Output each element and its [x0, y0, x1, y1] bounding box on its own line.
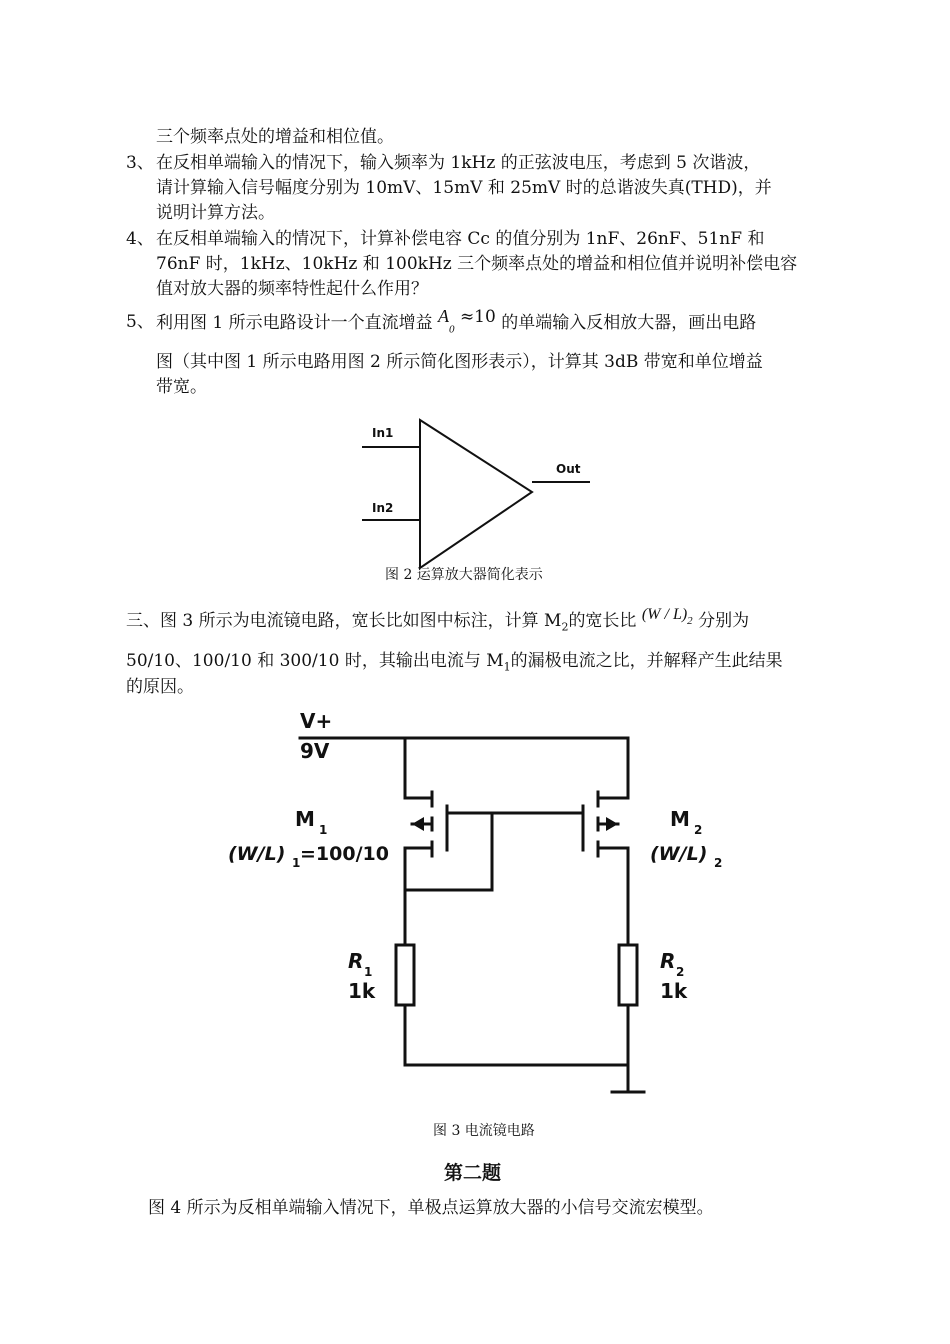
q5-line-1-post: 的单端输入反相放大器，画出电路 [501, 313, 757, 333]
out-label: Out [556, 462, 581, 476]
m1-arrow [412, 817, 424, 831]
opamp-triangle [420, 420, 532, 568]
section3-line-2 [126, 650, 783, 678]
m1-subscript: 1 [503, 660, 511, 674]
q3-line-3: 说明计算方法。 [156, 203, 275, 223]
q5-number: 5、 [126, 312, 154, 332]
m1-label: M [295, 807, 315, 831]
in1-label: In1 [372, 426, 394, 440]
m1-wl-subscript: 1 [292, 856, 301, 870]
r2-subscript-label: 2 [676, 965, 685, 979]
m1-wl-label: (W/L) [228, 843, 286, 865]
section3-line-3: 的原因。 [126, 677, 194, 697]
figure-2-caption: 图 2 运算放大器简化表示 [385, 567, 543, 583]
q5-line-3: 带宽。 [156, 377, 207, 397]
gain-subscript: 0 [449, 323, 455, 336]
gain-symbol: A [438, 306, 450, 326]
r1-label: R [348, 949, 364, 973]
figure-3-caption: 图 3 电流镜电路 [433, 1123, 535, 1139]
q4-number: 4、 [126, 229, 154, 249]
m2-subscript-label: 2 [694, 823, 703, 837]
in2-label: In2 [372, 501, 394, 515]
q3-number: 3、 [126, 153, 154, 173]
supply-voltage-label: 9V [300, 739, 330, 763]
m2-arrow [606, 817, 618, 831]
part-2-heading: 第二题 [444, 1162, 502, 1184]
r1-value: 1k [348, 979, 376, 1003]
resistor-r2 [619, 945, 637, 1005]
gain-value: ≈10 [459, 307, 496, 327]
section3-line-1 [126, 606, 750, 638]
m2-wl-label: (W/L) [650, 843, 708, 865]
q4-line-1: 在反相单端输入的情况下，计算补偿电容 Cc 的值分别为 1nF、26nF、51nF 和 [156, 229, 765, 249]
m2-label: M [670, 807, 690, 831]
q2-continuation: 三个频率点处的增益和相位值。 [156, 127, 394, 147]
section3-line-1-pre: 三、图 3 所示为电流镜电路，宽长比如图中标注，计算 M [126, 611, 562, 631]
m1-wl-value: =100/10 [300, 843, 389, 865]
section3-line-2-pre: 50/10、100/10 和 300/10 时，其输出电流与 M [126, 651, 504, 671]
section3-line-2-post: 的漏极电流之比，并解释产生此结果 [510, 651, 783, 671]
section3-line-1-mid: 的宽长比 [568, 611, 637, 631]
q3-line-1: 在反相单端输入的情况下，输入频率为 1kHz 的正弦波电压，考虑到 5 次谐波， [156, 153, 761, 173]
q4-line-3: 值对放大器的频率特性起什么作用？ [156, 279, 428, 299]
section3-line-1-post: 分别为 [698, 611, 750, 631]
vplus-label: V+ [300, 709, 333, 733]
r1-subscript-label: 1 [364, 965, 373, 979]
r2-label: R [660, 949, 676, 973]
part-2-text: 图 4 所示为反相单端输入情况下，单极点运算放大器的小信号交流宏模型。 [148, 1198, 714, 1218]
m2-subscript: 2 [561, 620, 569, 634]
q3-line-2: 请计算输入信号幅度分别为 10mV、15mV 和 25mV 时的总谐波失真(THD)，并 [156, 178, 772, 198]
r2-value: 1k [660, 979, 688, 1003]
q5-line-1-pre: 利用图 1 所示电路设计一个直流增益 [156, 313, 433, 333]
q4-line-2: 76nF 时，1kHz、10kHz 和 100kHz 三个频率点处的增益和相位值并说明补偿电容 [156, 254, 798, 274]
resistor-r1 [396, 945, 414, 1005]
q5-line-1 [156, 306, 757, 340]
m1-subscript-label: 1 [319, 823, 328, 837]
wl-symbol: (W / L) [641, 606, 688, 623]
q5-line-2: 图（其中图 1 所示电路用图 2 所示简化图形表示），计算其 3dB 带宽和单位增益 [156, 352, 763, 372]
m2-wl-subscript: 2 [714, 856, 723, 870]
wl-subscript: 2 [687, 615, 693, 628]
